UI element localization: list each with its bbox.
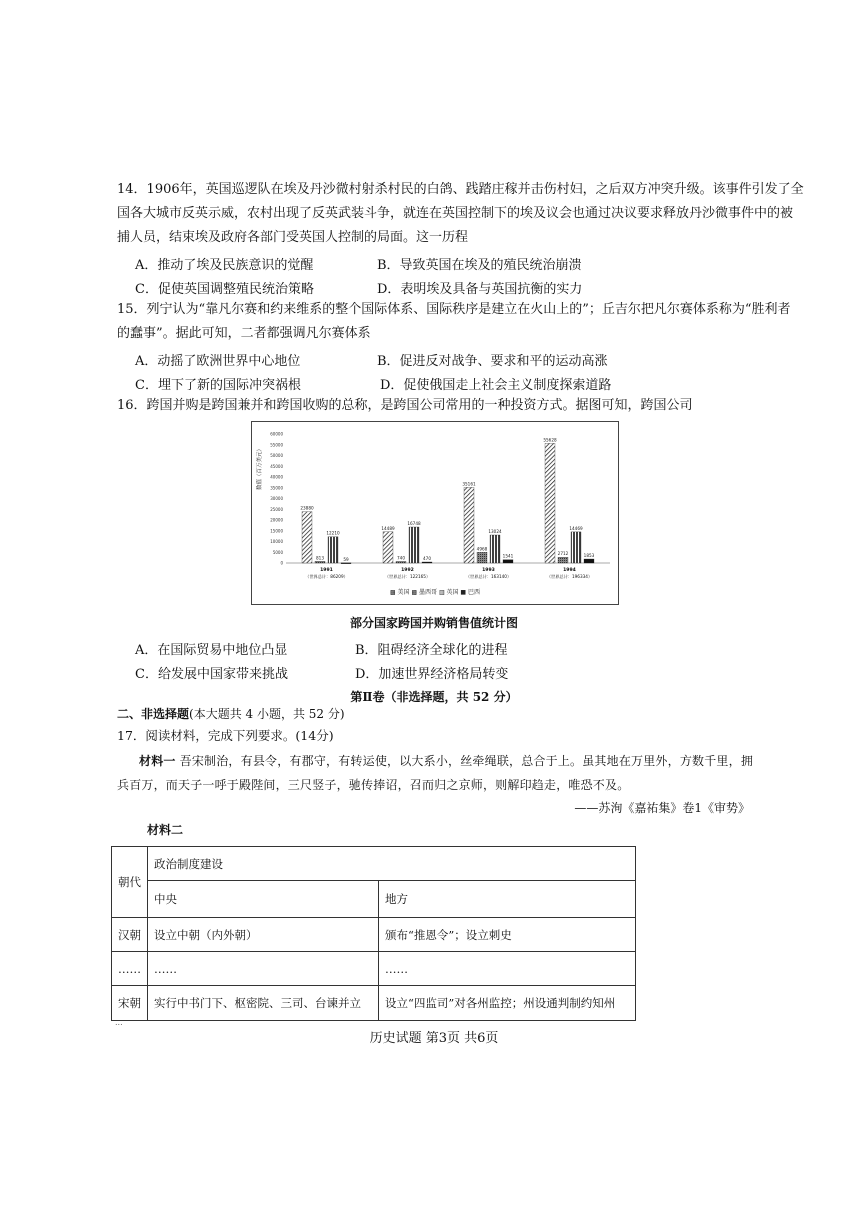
part-heading: [117, 705, 345, 722]
y-tick-label: 60000: [270, 431, 283, 437]
y-tick-label: 0: [280, 560, 283, 566]
y-axis-label: 数值（百万美元）: [257, 446, 263, 491]
q14-line3: 捕人员，结束埃及政府各部门受英国人控制的局面。这一历程: [117, 230, 469, 245]
row-central: ……: [148, 952, 379, 986]
data-label: 23880: [300, 505, 314, 511]
bar-英国: [571, 532, 581, 563]
data-label: 16748: [407, 520, 421, 526]
bar-美国: [545, 443, 555, 563]
row-local: ……: [379, 952, 636, 986]
q15-option-b: B．促进反对战争、要求和平的运动高涨: [377, 354, 608, 369]
q14-line2: 国各大城市反英示威，农村出现了反英武装斗争，就连在英国控制下的埃及议会也通过决议要求释放丹沙微事件中的被: [117, 206, 794, 221]
chart-legend: ▩ 美国 ▩ 墨西哥 ▥ 英国 ■ 巴西: [389, 589, 481, 596]
row-dynasty: 宋朝: [112, 986, 148, 1021]
q17-intro: 17．阅读材料，完成下列要求。(14分): [117, 728, 334, 743]
part-label: 二、非选择题: [117, 707, 190, 721]
data-label: 55628: [543, 437, 557, 443]
table-row: [112, 986, 636, 1021]
chart-title: 部分国家跨国并购销售值统计图: [349, 616, 518, 630]
x-tick-label: 1994: [563, 568, 576, 573]
y-tick-label: 5000: [272, 549, 283, 555]
q16-line1: 16．跨国并购是跨国兼并和跨国收购的总称，是跨国公司常用的一种投资方式。据图可知，跨国公司: [117, 398, 693, 413]
bar-墨西哥: [558, 557, 568, 563]
bar-巴西: [341, 563, 351, 564]
data-label: 14489: [381, 525, 395, 531]
material-one-citation: ——苏洵《嘉祐集》卷1《审势》: [574, 801, 750, 815]
table-row: [112, 952, 636, 986]
data-label: 14469: [569, 525, 583, 531]
bar-美国: [302, 512, 312, 563]
bar-美国: [383, 532, 393, 563]
header-dynasty: 朝代: [112, 847, 148, 918]
bar-巴西: [584, 559, 594, 563]
y-tick-label: 35000: [270, 485, 283, 491]
header-local: 地方: [379, 881, 636, 918]
y-tick-label: 20000: [270, 517, 283, 523]
material-one: [117, 749, 757, 797]
bar-英国: [328, 537, 338, 563]
q15-option-c: C．埋下了新的国际冲突祸根: [135, 378, 301, 393]
data-label: 2712: [557, 551, 569, 557]
q14-line1: 14．1906年，英国巡逻队在埃及丹沙微村射杀村民的白鸽、践踏庄稼并击伤村妇，之后双方冲突升级。该事件引发了全: [117, 182, 804, 197]
q14-option-a: A．推动了埃及民族意识的觉醒: [135, 258, 314, 273]
bar-chart: [252, 422, 618, 604]
x-tick-note: （世界总计：163140）: [465, 574, 512, 579]
material-two-label: 材料二: [147, 823, 184, 837]
data-label: 4968: [476, 546, 488, 552]
bar-墨西哥: [315, 561, 325, 563]
x-tick-note: （世界总计：196334）: [546, 574, 593, 579]
bar-美国: [464, 487, 474, 563]
q14-option-b: B．导致英国在埃及的殖民统治崩溃: [377, 258, 582, 273]
section-title: 第Ⅱ卷（非选择题，共 52 分）: [350, 690, 518, 704]
data-label: 1541: [502, 553, 514, 559]
part-note: (本大题共 4 小题，共 52 分): [189, 707, 345, 721]
row-central: 设立中朝（内外朝）: [148, 918, 379, 952]
data-label: 35161: [462, 481, 476, 487]
bar-墨西哥: [477, 552, 487, 563]
row-dynasty: 汉朝: [112, 918, 148, 952]
row-dynasty: ……: [112, 952, 148, 986]
x-tick-label: 1992: [401, 568, 414, 573]
header-system: 政治制度建设: [148, 847, 636, 881]
bar-英国: [490, 535, 500, 563]
data-label: 1853: [583, 553, 595, 559]
bar-墨西哥: [396, 561, 406, 563]
stray-mark: ...: [115, 1018, 123, 1027]
y-tick-label: 45000: [270, 463, 283, 469]
data-label: 59: [343, 556, 349, 562]
x-tick-label: 1993: [482, 568, 495, 573]
data-label: 13024: [488, 528, 502, 534]
data-label: 470: [423, 555, 431, 561]
header-central: 中央: [148, 881, 379, 918]
y-tick-label: 50000: [270, 453, 283, 458]
q16-option-c: C．给发展中国家带来挑战: [135, 667, 288, 682]
row-central: 实行中书门下、枢密院、三司、台谏并立: [148, 986, 379, 1021]
y-tick-label: 40000: [270, 474, 283, 480]
material-one-label: 材料一: [139, 754, 176, 768]
data-label: 813: [316, 555, 324, 561]
bar-英国: [409, 527, 419, 563]
q15-line1: 15．列宁认为“靠凡尔赛和约来维系的整个国际体系、国际秩序是建立在火山上的”；丘吉尔把凡尔赛体系称为“胜利者: [117, 302, 791, 317]
chart-figure: [251, 421, 619, 605]
page-footer: 历史试题 第3页 共6页: [369, 1031, 499, 1046]
x-tick-note: （世界总计：86209）: [305, 574, 348, 579]
x-tick-label: 1991: [320, 568, 333, 573]
row-local: 设立“四监司”对各州监控；州设通判制约知州: [379, 986, 636, 1021]
y-tick-label: 30000: [270, 496, 283, 501]
q16-option-b: B．阻碍经济全球化的进程: [355, 643, 508, 658]
table-row: [112, 918, 636, 952]
data-label: 740: [397, 555, 405, 561]
bar-巴西: [422, 562, 432, 563]
q15-option-d: D．促使俄国走上社会主义制度探索道路: [380, 378, 612, 393]
q14-option-c: C．促使英国调整殖民统治策略: [135, 282, 314, 297]
institution-table: [111, 846, 636, 1021]
y-tick-label: 55000: [270, 442, 283, 448]
q14-option-d: D．表明埃及具备与英国抗衡的实力: [377, 282, 583, 297]
q16-option-a: A．在国际贸易中地位凸显: [135, 643, 288, 658]
q15-line2: 的蠢事”。据此可知，二者都强调凡尔赛体系: [117, 326, 371, 341]
bar-巴西: [503, 560, 513, 563]
y-tick-label: 25000: [270, 506, 283, 512]
row-local: 颁布“推恩令”；设立刺史: [379, 918, 636, 952]
x-tick-note: （世界总计：122165）: [384, 574, 431, 579]
y-tick-label: 10000: [270, 539, 283, 544]
q16-option-d: D．加速世界经济格局转变: [355, 667, 509, 682]
y-tick-label: 15000: [270, 528, 283, 534]
data-label: 12210: [326, 530, 340, 536]
q15-option-a: A．动摇了欧洲世界中心地位: [135, 354, 301, 369]
material-one-text: 吾宋制治，有县令，有郡守，有转运使，以大系小，丝牵绳联，总合于上。虽其地在万里外，方数千里，拥兵百万，而天子一呼于殿陛间，三尺竖子，驰传捧诏，召而归之京师，则解印趋走，唯恐不及。: [117, 754, 754, 792]
